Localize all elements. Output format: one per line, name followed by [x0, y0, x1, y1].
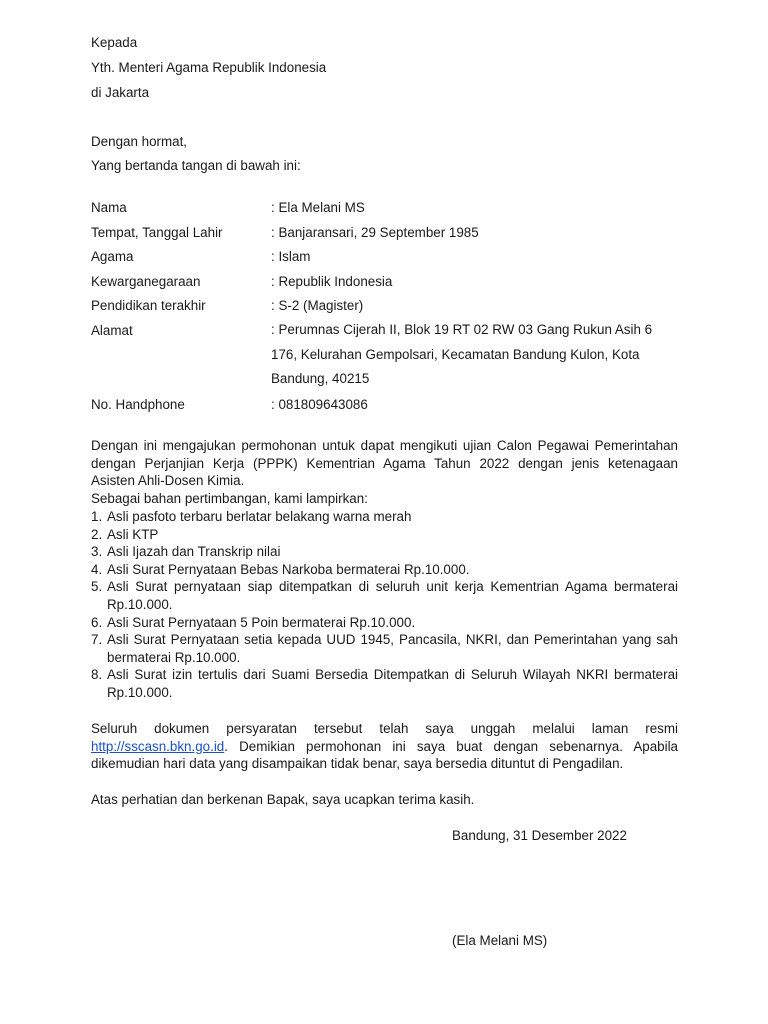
field-value: : Ela Melani MS: [271, 200, 365, 215]
list-text: Asli Surat pernyataan siap ditempatkan di seluruh unit kerja Kementrian Agama bermaterai Rp.10.000.: [107, 579, 678, 612]
field-value: : Islam: [271, 249, 311, 264]
list-item: [91, 614, 678, 632]
list-number: 1.: [91, 509, 103, 524]
recipient-to: Kepada: [91, 35, 138, 50]
field-label: Agama: [91, 249, 134, 264]
field-label: Tempat, Tanggal Lahir: [91, 225, 223, 240]
list-item: [91, 543, 678, 561]
request-line: Asisten Ahli-Dosen Kimia.: [91, 473, 245, 489]
list-text: Asli Surat izin tertulis dari Suami Bersedia Ditempatkan di Seluruh Wilayah NKRI bermaterai Rp.10.000.: [107, 667, 678, 700]
list-text: Asli Ijazah dan Transkrip nilai: [107, 544, 281, 560]
list-text: Asli KTP: [107, 526, 159, 542]
list-item: [91, 561, 678, 579]
place-date: Bandung, 31 Desember 2022: [452, 828, 627, 843]
address-line: Bandung, 40215: [271, 371, 370, 386]
list-number: 5.: [91, 579, 103, 595]
closing-text: . Demikian permohonan ini saya buat dengan sebenarnya. Apabila dikemudian hari data yang disampaikan tidak benar, saya bersedia dituntut di Pengadilan.: [91, 738, 678, 772]
closing-text: Seluruh dokumen persyaratan tersebut telah saya unggah melalui laman resmi: [91, 721, 678, 736]
request-paragraph: [91, 437, 678, 507]
list-item: [91, 666, 678, 701]
signer-name: (Ela Melani MS): [452, 933, 548, 948]
attachments-intro: Sebagai bahan pertimbangan, kami lampirkan:: [91, 490, 368, 506]
sscasn-link[interactable]: http://sscasn.bkn.go.id: [91, 738, 225, 754]
field-label: Pendidikan terakhir: [91, 298, 206, 313]
list-text: Asli Surat Pernyataan Bebas Narkoba bermaterai Rp.10.000.: [107, 561, 470, 577]
list-number: 8.: [91, 667, 103, 683]
field-label: Kewarganegaraan: [91, 274, 201, 289]
field-label: No. Handphone: [91, 397, 185, 412]
address-value: [271, 318, 691, 392]
field-label: Nama: [91, 200, 127, 215]
address-line: : Perumnas Cijerah II, Blok 19 RT 02 RW 03 Gang Rukun Asih 6: [271, 322, 653, 337]
address-label: Alamat: [91, 323, 133, 338]
list-number: 4.: [91, 561, 103, 577]
list-text: Asli pasfoto terbaru berlatar belakang warna merah: [107, 509, 412, 524]
list-number: 6.: [91, 614, 103, 630]
field-value: : 081809643086: [271, 397, 368, 412]
thanks-line: Atas perhatian dan berkenan Bapak, saya ucapkan terima kasih.: [91, 792, 475, 807]
attachments-list: [91, 508, 678, 702]
list-item: [91, 631, 678, 666]
list-number: 7.: [91, 632, 103, 648]
field-value: : Banjaransari, 29 September 1985: [271, 225, 479, 240]
list-number: 2.: [91, 526, 103, 542]
request-line: Dengan ini mengajukan permohonan untuk dapat mengikuti ujian Calon Pegawai Pemerintahan: [91, 438, 678, 453]
field-value: : S-2 (Magister): [271, 298, 364, 313]
closing-paragraph: [91, 720, 678, 773]
request-line: dengan Perjanjian Kerja (PPPK) Kementrian Agama Tahun 2022 dengan jenis ketenagaan: [91, 455, 678, 471]
field-value: : Republik Indonesia: [271, 274, 393, 289]
address-line: 176, Kelurahan Gempolsari, Kecamatan Bandung Kulon, Kota: [271, 346, 640, 362]
list-text: Asli Surat Pernyataan 5 Poin bermaterai Rp.10.000.: [107, 614, 416, 630]
intro-line: Yang bertanda tangan di bawah ini:: [91, 158, 301, 173]
salutation: Dengan hormat,: [91, 134, 188, 149]
recipient-addressee: Yth. Menteri Agama Republik Indonesia: [91, 60, 327, 75]
list-number: 3.: [91, 544, 103, 560]
list-item: [91, 578, 678, 613]
list-item: [91, 526, 678, 544]
list-item: [91, 508, 678, 526]
recipient-location: di Jakarta: [91, 85, 150, 100]
list-text: Asli Surat Pernyataan setia kepada UUD 1945, Pancasila, NKRI, dan Pemerintahan yang sah bermaterai Rp.10.000.: [107, 632, 678, 665]
